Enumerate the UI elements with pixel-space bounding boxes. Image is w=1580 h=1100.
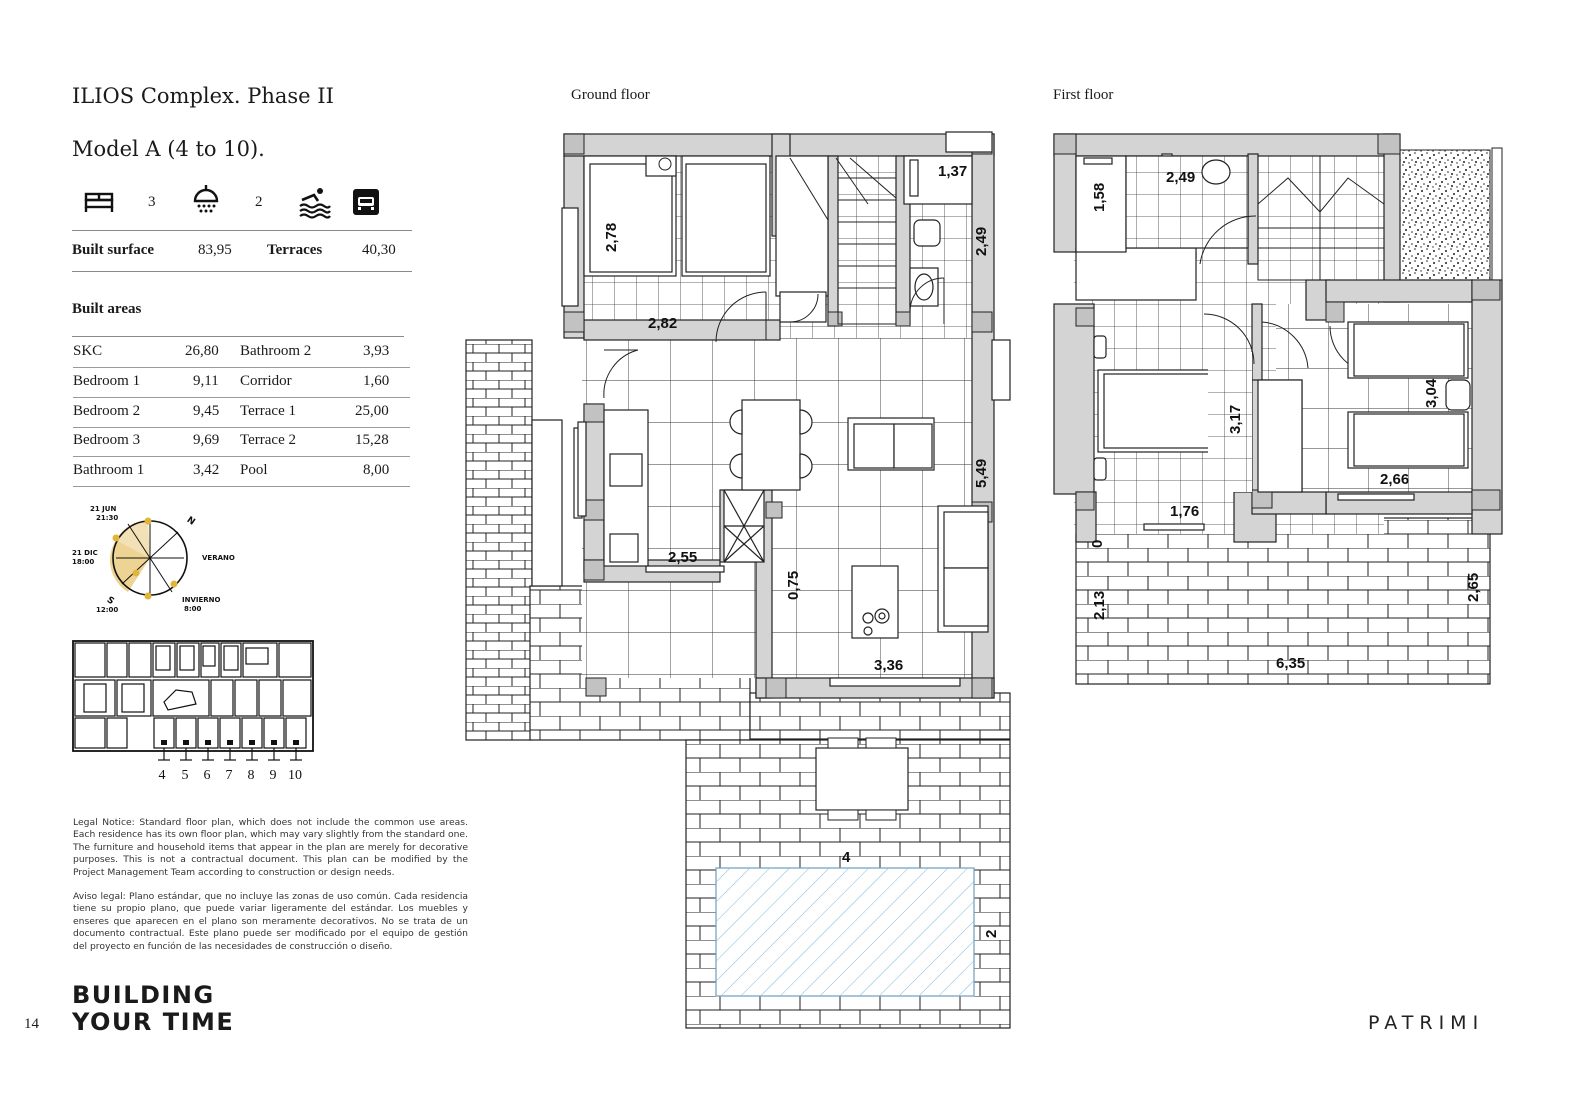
area-value: 3,42	[193, 462, 220, 478]
table-row	[73, 456, 410, 487]
bathrooms-count: 2	[255, 194, 263, 210]
slogan-line-1: BUILDING	[72, 981, 215, 1009]
ground-floor-plan	[460, 128, 1025, 1033]
divider-surface	[72, 271, 412, 272]
dimension-label: 0	[1089, 539, 1106, 548]
project-title: ILIOS Complex. Phase II	[72, 84, 334, 108]
area-label: Terrace 2	[240, 432, 296, 448]
area-value: 26,80	[185, 343, 219, 359]
site-plan	[72, 640, 316, 790]
dimension-label: 0,75	[785, 570, 802, 600]
dimension-label: 2,49	[973, 226, 990, 256]
legal-notice-en: Legal Notice: Standard floor plan, which does not include the common use areas. Each residence has its own floor plan, which may vary slightly from the standard one. The furniture and household items that appear in the plan are merely for decorative purposes. This is not a contractual document. This plan can be modified by the Project Management Team according to construction or design needs.	[73, 817, 468, 878]
dimension-label: 4	[842, 849, 851, 866]
area-label: Terrace 1	[240, 403, 296, 419]
area-label: Bedroom 3	[73, 432, 141, 448]
area-value: 3,93	[363, 343, 390, 359]
legal-notice-es: Aviso legal: Plano estándar, que no incluye las zonas de uso común. Cada residencia tiene su propio plano, que puede variar ligeramente del estándar. Los muebles y enseres que aparecen en el plano son meramente decorativos. No se trata de un documento contractual. Este plano puede ser modificado por el equipo de gestión del proyecto en función de las necesidades de construcción o diseño.	[73, 891, 468, 952]
area-value: 1,60	[363, 373, 390, 389]
table-row	[73, 397, 410, 428]
built-surface-label: Built surface	[72, 242, 155, 258]
area-label: Bathroom 1	[73, 462, 145, 478]
pool-icon	[298, 186, 330, 218]
unit-number: 5	[181, 768, 189, 783]
area-label: SKC	[73, 343, 103, 359]
north-label: N	[184, 515, 197, 528]
dimension-label: 2,82	[648, 315, 678, 332]
area-label: Pool	[240, 462, 268, 478]
area-label: Bathroom 2	[240, 343, 312, 359]
unit-number: 4	[158, 768, 166, 783]
area-label: Corridor	[240, 373, 292, 389]
morning-time: 8:00	[184, 605, 202, 613]
dimension-label: 2,55	[668, 549, 698, 566]
dimension-label: 2,78	[603, 222, 620, 252]
model-title: Model A (4 to 10).	[72, 137, 265, 161]
unit-number: 7	[225, 768, 233, 783]
dimension-label: 3,36	[874, 657, 904, 674]
table-row	[73, 337, 410, 368]
garage-icon	[352, 188, 380, 216]
terraces-label: Terraces	[267, 242, 323, 258]
dimension-label: 2,13	[1091, 590, 1108, 620]
table-row	[73, 367, 410, 398]
first-floor-plan	[1048, 128, 1508, 693]
dimension-label: 5,49	[973, 458, 990, 488]
sun-orientation-diagram	[70, 500, 235, 620]
unit-number: 9	[269, 768, 277, 783]
area-value: 15,28	[355, 432, 389, 448]
unit-number: 6	[203, 768, 211, 783]
ground-floor-label: Ground floor	[571, 87, 650, 103]
dimension-label: 6,35	[1276, 655, 1306, 672]
terraces-value: 40,30	[362, 242, 396, 258]
dimension-label: 1,58	[1091, 182, 1108, 212]
page-number: 14	[24, 1016, 39, 1032]
summer-date: 21 JUN	[90, 505, 117, 513]
winter-time: 18:00	[72, 558, 95, 566]
features-row	[72, 184, 412, 224]
table-row	[73, 426, 410, 457]
first-floor-label: First floor	[1053, 87, 1114, 103]
area-label: Bedroom 2	[73, 403, 141, 419]
area-label: Bedroom 1	[73, 373, 141, 389]
dimension-label: 1,76	[1170, 503, 1200, 520]
shower-icon	[192, 184, 220, 218]
winter-label: INVIERNO	[182, 596, 221, 604]
divider-top	[72, 230, 412, 231]
bed-icon	[84, 190, 114, 214]
dimension-label: 2,66	[1380, 471, 1410, 488]
winter-date: 21 DIC	[72, 549, 98, 557]
dimension-label: 3,17	[1227, 404, 1244, 434]
area-value: 9,11	[193, 373, 219, 389]
south-label: S	[104, 595, 116, 608]
area-value: 8,00	[363, 462, 390, 478]
built-surface-value: 83,95	[198, 242, 232, 258]
dimension-label: 2,49	[1166, 169, 1196, 186]
area-value: 9,45	[193, 403, 220, 419]
dimension-label: 3,04	[1423, 378, 1440, 408]
area-value: 25,00	[355, 403, 389, 419]
dimension-label: 2,65	[1465, 572, 1482, 602]
unit-number: 8	[247, 768, 255, 783]
summer-time: 21:30	[96, 514, 119, 522]
unit-number: 10	[288, 768, 302, 783]
noon-time: 12:00	[96, 606, 119, 614]
summer-label: VERANO	[202, 554, 235, 562]
slogan-line-2: YOUR TIME	[72, 1008, 235, 1036]
slogan	[72, 982, 234, 1036]
area-value: 9,69	[193, 432, 220, 448]
built-areas-title: Built areas	[72, 301, 142, 317]
brand-logo: PATRIMI	[1368, 1012, 1485, 1034]
bedrooms-count: 3	[148, 194, 156, 210]
dimension-label: 2	[983, 929, 1000, 938]
dimension-label: 1,37	[938, 163, 968, 180]
